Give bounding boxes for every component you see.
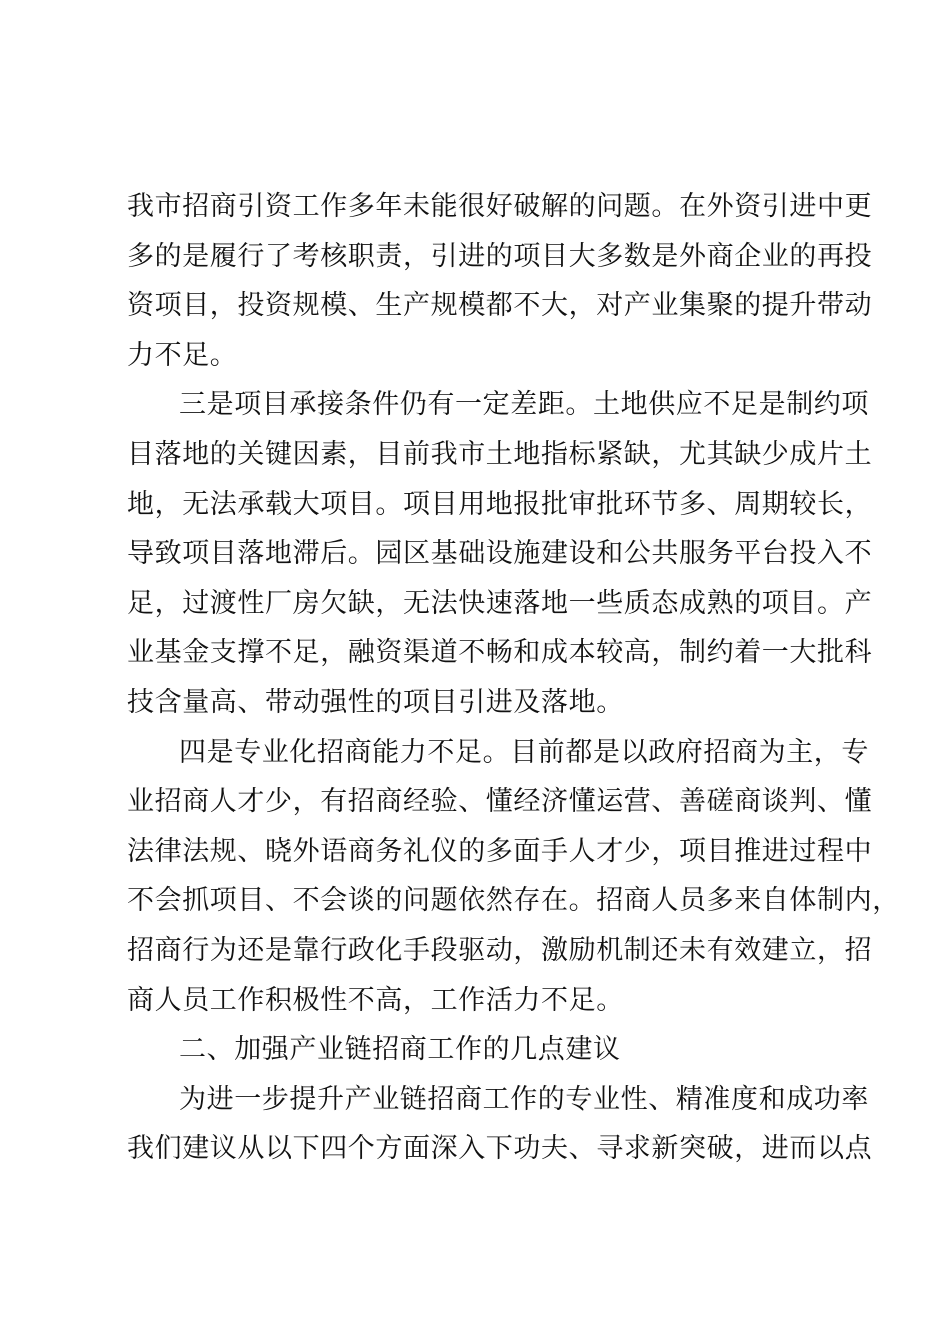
- body-line: 目落地的关键因素，目前我市土地指标紧缺，尤其缺少成片土: [127, 438, 873, 470]
- body-line: 商人员工作积极性不高，工作活力不足。: [127, 984, 624, 1016]
- body-line: 不会抓项目、不会谈的问题依然存在。招商人员多来自体制内，: [127, 885, 900, 917]
- paragraph-start-line: 三是项目承接条件仍有一定差距。土地供应不足是制约项: [179, 389, 869, 421]
- body-line: 业基金支撑不足，融资渠道不畅和成本较高，制约着一大批科: [127, 637, 873, 669]
- body-line: 多的是履行了考核职责，引进的项目大多数是外商企业的再投: [127, 240, 873, 272]
- paragraph-start-line: 为进一步提升产业链招商工作的专业性、精准度和成功率: [179, 1083, 869, 1115]
- body-line: 技含量高、带动强性的项目引进及落地。: [127, 686, 624, 718]
- body-line: 我们建议从以下四个方面深入下功夫、寻求新突破，进而以点: [127, 1133, 873, 1165]
- body-line: 足，过渡性厂房欠缺，无法快速落地一些质态成熟的项目。产: [127, 587, 873, 619]
- body-line: 资项目，投资规模、生产规模都不大，对产业集聚的提升带动: [127, 290, 873, 322]
- section-heading: 二、加强产业链招商工作的几点建议: [179, 1034, 621, 1066]
- document-body: [127, 182, 900, 1174]
- body-line: 招商行为还是靠行政化手段驱动，激励机制还未有效建立，招: [127, 934, 873, 966]
- paragraph-start-line: 四是专业化招商能力不足。目前都是以政府招商为主，专: [179, 736, 869, 768]
- body-line: 导致项目落地滞后。园区基础设施建设和公共服务平台投入不: [127, 538, 873, 570]
- body-line: 我市招商引资工作多年未能很好破解的问题。在外资引进中更: [127, 191, 873, 222]
- body-line: 法律法规、晓外语商务礼仪的多面手人才少，项目推进过程中: [127, 835, 873, 867]
- body-line: 业招商人才少，有招商经验、懂经济懂运营、善磋商谈判、懂: [127, 786, 873, 818]
- body-line: 地，无法承载大项目。项目用地报批审批环节多、周期较长，: [127, 488, 873, 520]
- body-line: 力不足。: [127, 339, 238, 371]
